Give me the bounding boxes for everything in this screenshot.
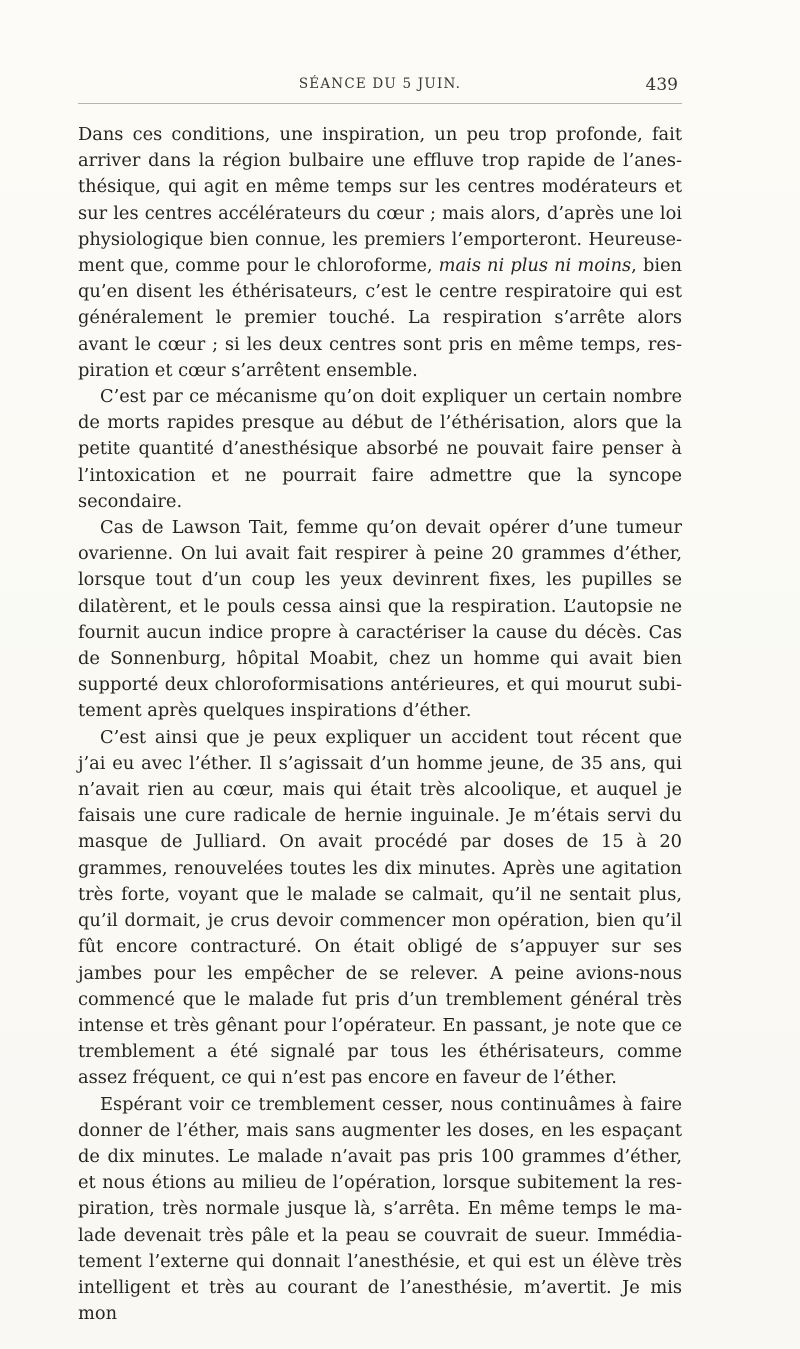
paragraph-3: Cas de Lawson Tait, femme qu’on devait opérer d’une tumeur ovarienne. On lui avait fait respirer à peine 20 grammes d’éther, lorsque tout d’un coup les yeux devinrent fixes, les pupilles se dilatèrent, et le pouls cessa ainsi que la respiration. L’autopsie ne fournit aucun indice propre à caractériser la cause du décès. Cas de Sonnenburg, hôpital Moabit, chez un homme qui avait bien supporté deux chloroformisations antérieures, et qui mourut subitement après quelques inspirations d’éther. [78,517,682,722]
paragraph-5: Espérant voir ce tremblement cesser, nous continuâmes à faire donner de l’éther, mais sans augmenter les doses, en les espaçant de dix minutes. Le malade n’avait pas pris 100 grammes d’éther, et nous étions au milieu de l’opération, lorsque subitement la respiration, très normale jusque là, s’arrêta. En même temps le malade devenait très pâle et la peau se couvrait de sueur. Immédiatement l’externe qui donnait l’anesthésie, et qui est un élève très intelligent et très au courant de l’anesthésie, m’avertit. Je mis mon [78,1093,682,1325]
header-rule [78,103,682,104]
paragraph-2: C’est par ce mécanisme qu’on doit expliquer un certain nombre de morts rapides presque au début de l’éthérisation, alors que la petite quantité d’anesthésique absorbé ne pouvait faire penser à l’intoxication et ne pourrait faire admettre que la syncope secondaire. [78,386,682,512]
paragraph-1-emphasis: mais ni plus ni moins [438,255,632,277]
running-head: SÉANCE DU 5 JUIN. [298,76,462,92]
body-text [78,122,682,1327]
paragraph-1-text-end: , bien qu’en disent les éthérisateurs, c’est le centre respiratoire qui est généralement le premier touché. La respiration s’arrête alors avant le cœur ; si les deux centres sont pris en même temps, respiration et cœur s’arrêtent ensemble. [78,255,682,381]
page-header [78,76,682,102]
paragraph-4: C’est ainsi que je peux expliquer un accident tout récent que j’ai eu avec l’éther. Il s’agissait d’un homme jeune, de 35 ans, qui n’avait rien au cœur, mais qui était très alcoolique, et auquel je faisais une cure radicale de hernie inguinale. Je m’étais servi du masque de Julliard. On avait procédé par doses de 15 à 20 grammes, renouvelées toutes les dix minutes. Après une agitation très forte, voyant que le malade se calmait, qu’il ne sentait plus, qu’il dormait, je crus devoir commencer mon opération, bien qu’il fût encore contracturé. On était obligé de s’appuyer sur ses jambes pour les empêcher de se relever. A peine avions-nous commencé que le malade fut pris d’un tremblement général très intense et très gênant pour l’opérateur. En passant, je note que ce tremblement a été signalé par tous les éthérisateurs, comme assez fréquent, ce qui n’est pas encore en faveur de l’éther. [78,726,682,1089]
paragraph-1-text: Dans ces conditions, une inspiration, un peu trop profonde, fait arriver dans la région bulbaire une effluve trop rapide de l’anesthésique, qui agit en même temps sur les centres modérateurs et sur les centres accélérateurs du cœur ; mais alors, d’après une loi physiologique bien connue, les premiers l’emporteront. Heureusement que, comme pour le chloroforme, [78,124,682,277]
paragraph-1 [78,122,682,384]
page-number: 439 [645,75,678,95]
